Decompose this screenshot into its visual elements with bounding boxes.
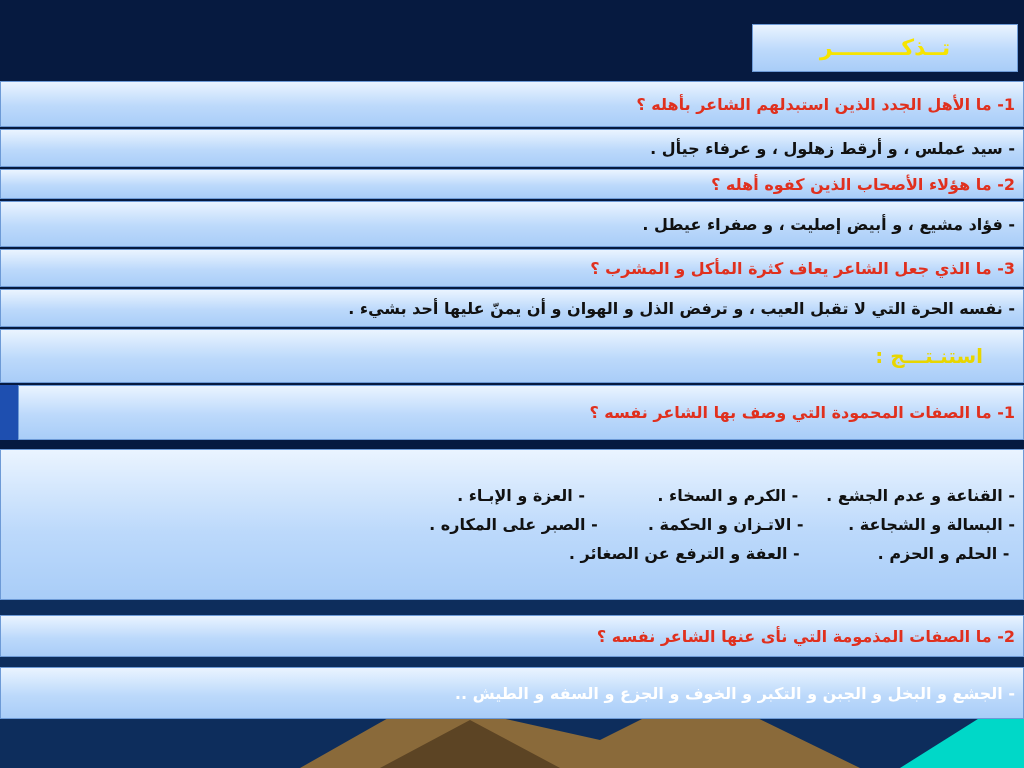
answer-line-1: - القناعة و عدم الجشع . - الكرم و السخاء . - العزة و الإبـاء . xyxy=(457,486,1015,505)
question-1: 1- ما الأهل الجدد الذين استبدلهم الشاعر بأهله ؟ xyxy=(0,81,1024,127)
answer-line-2: - البسالة و الشجاعة . - الاتـزان و الحكمة . - الصبر على المكاره . xyxy=(429,515,1015,534)
conclude-answer-2: - الجشع و البخل و الجبن و التكبر و الخوف و الجزع و السفه و الطيش .. xyxy=(0,667,1024,719)
section-title-remember xyxy=(752,24,1018,72)
question-2: 2- ما هؤلاء الأصحاب الذين كفوه أهله ؟ xyxy=(0,169,1024,199)
title-text: تــذكـــــــــر xyxy=(819,35,951,61)
conclude-answer-1 xyxy=(0,449,1024,600)
section-title-conclude: استنـتـــج : xyxy=(0,329,1024,383)
conclude-question-1: 1- ما الصفات المحمودة التي وصف بها الشاعر نفسه ؟ xyxy=(18,385,1024,440)
answer-3: - نفسه الحرة التي لا تقبل العيب ، و ترفض الذل و الهوان و أن يمنّ عليها أحد بشيء . xyxy=(0,289,1024,327)
conclude-question-2: 2- ما الصفات المذمومة التي نأى عنها الشاعر نفسه ؟ xyxy=(0,615,1024,657)
answer-line-3: - الحلم و الحزم . - العفة و الترفع عن الصغائر . xyxy=(568,544,1015,563)
answer-1: - سيد عملس ، و أرقط زهلول ، و عرفاء جيأل . xyxy=(0,129,1024,167)
question-3: 3- ما الذي جعل الشاعر يعاف كثرة المأكل و المشرب ؟ xyxy=(0,249,1024,287)
answer-2: - فؤاد مشيع ، و أبيض إصليت ، و صفراء عيطل . xyxy=(0,201,1024,247)
